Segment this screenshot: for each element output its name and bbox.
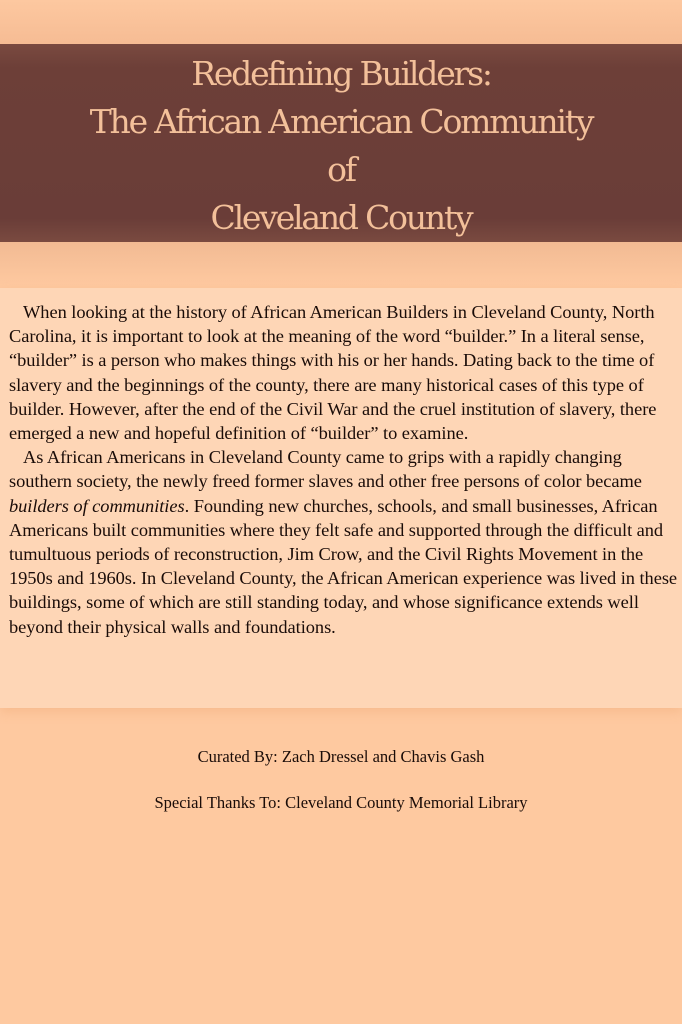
- title-line-2: The African American Community: [89, 102, 593, 141]
- curated-by: Curated By: Zach Dressel and Chavis Gash: [197, 747, 485, 766]
- title-line-4: Cleveland County: [210, 198, 472, 237]
- paragraph-2: [9, 445, 679, 639]
- special-thanks: Special Thanks To: Cleveland County Memorial Library: [154, 793, 528, 812]
- paragraph-2-end: . Founding new churches, schools, and small businesses, African Americans built communities where they felt safe and supported through the difficult and tumultuous periods of reconstruction, Jim Crow, and the Civil Rights Movement in the 1950s and 1960s. In Cleveland County, the African American experience was lived in these buildings, some of which are still standing today, and whose significance extends well beyond their physical walls and foundations.: [9, 495, 678, 637]
- paragraph-2-emphasis: builders of communities: [9, 495, 185, 516]
- paragraph-1: When looking at the history of African American Builders in Cleveland County, North Carolina, it is important to look at the meaning of the word “builder.” In a literal sense, “builder” is a person who makes things with his or her hands. Dating back to the time of slavery and the beginnings of the county, there are many historical cases of this type of builder. However, after the end of the Civil War and the cruel institution of slavery, there emerged a new and hopeful definition of “builder” to examine.: [9, 302, 657, 444]
- paragraph-2-start: As African Americans in Cleveland County came to grips with a rapidly changing southern society, the newly freed former slaves and other free persons of color became: [9, 447, 642, 492]
- title-line-1: Redefining Builders:: [191, 54, 491, 93]
- page-title: [0, 50, 682, 242]
- title-fade: [0, 242, 682, 286]
- top-band: [0, 0, 682, 44]
- body-text: [9, 300, 679, 639]
- title-line-3: of: [327, 150, 355, 189]
